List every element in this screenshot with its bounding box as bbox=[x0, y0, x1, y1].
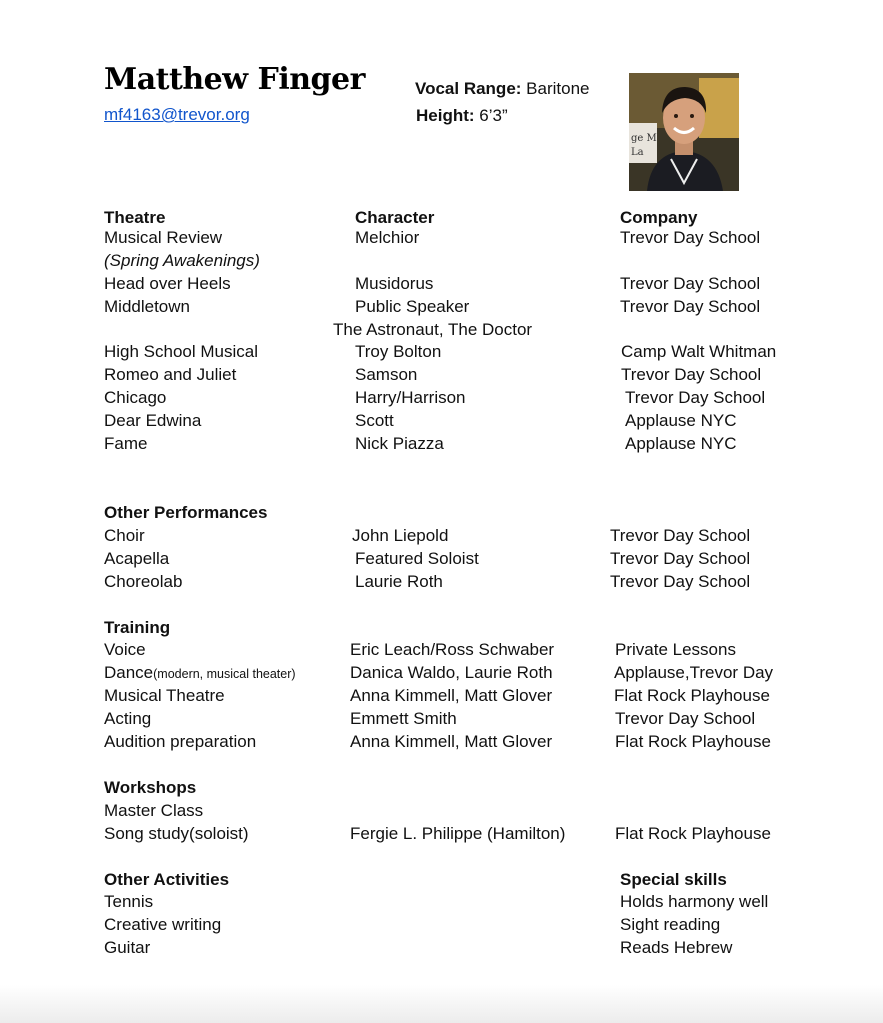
page-bottom-edge bbox=[0, 985, 883, 1023]
activity: Acapella bbox=[104, 549, 170, 568]
location: Flat Rock Playhouse bbox=[615, 824, 771, 843]
location: Flat Rock Playhouse bbox=[615, 732, 771, 751]
company: Trevor Day School bbox=[620, 274, 761, 293]
theatre-heading: Theatre bbox=[104, 208, 166, 227]
show-title: Dear Edwina bbox=[104, 411, 202, 430]
teacher: Danica Waldo, Laurie Roth bbox=[350, 663, 553, 682]
other-performances-heading: Other Performances bbox=[104, 503, 268, 522]
show-title: Musical Review bbox=[104, 228, 223, 247]
character: Troy Bolton bbox=[355, 342, 442, 361]
show-title: Chicago bbox=[104, 388, 167, 407]
vocal-range-label: Vocal Range: bbox=[415, 79, 522, 98]
company: Trevor Day School bbox=[620, 228, 761, 247]
discipline: Audition preparation bbox=[104, 732, 257, 751]
svg-text:ge M: ge M bbox=[631, 133, 657, 144]
discipline: Acting bbox=[104, 709, 152, 728]
company-heading: Company bbox=[620, 208, 698, 227]
character: Harry/Harrison bbox=[355, 388, 466, 407]
location: Trevor Day School bbox=[615, 709, 756, 728]
teacher: Anna Kimmell, Matt Glover bbox=[350, 686, 553, 705]
activity: Choir bbox=[104, 526, 145, 545]
show-subtitle: (Spring Awakenings) bbox=[104, 251, 260, 270]
discipline bbox=[104, 663, 296, 684]
discipline: Musical Theatre bbox=[104, 686, 225, 705]
character: Public Speaker bbox=[355, 297, 470, 316]
show-title: Head over Heels bbox=[104, 274, 231, 293]
training-heading: Training bbox=[104, 618, 171, 637]
character-heading: Character bbox=[355, 208, 435, 227]
vocal-range-value: Baritone bbox=[526, 79, 590, 98]
list-item: Holds harmony well bbox=[620, 892, 769, 911]
resume-name: Matthew Finger bbox=[104, 62, 365, 97]
special-skills-heading: Special skills bbox=[620, 870, 727, 889]
list-item: Tennis bbox=[104, 892, 154, 911]
headshot-photo bbox=[629, 73, 739, 191]
svg-text:La: La bbox=[631, 147, 644, 158]
teacher: Emmett Smith bbox=[350, 709, 457, 728]
company: Trevor Day School bbox=[620, 297, 761, 316]
workshop: Song study(soloist) bbox=[104, 824, 249, 843]
activity: Choreolab bbox=[104, 572, 183, 591]
company: Trevor Day School bbox=[621, 365, 762, 384]
character: Melchior bbox=[355, 228, 420, 247]
character: Nick Piazza bbox=[355, 434, 444, 453]
list-item: Creative writing bbox=[104, 915, 222, 934]
company: Trevor Day School bbox=[610, 526, 751, 545]
discipline-note: (modern, musical theater) bbox=[153, 667, 296, 681]
company: Camp Walt Whitman bbox=[621, 342, 777, 361]
company: Trevor Day School bbox=[625, 388, 766, 407]
show-title: Middletown bbox=[104, 297, 190, 316]
company: Applause NYC bbox=[625, 434, 737, 453]
company: Trevor Day School bbox=[610, 572, 751, 591]
vocal-range bbox=[415, 79, 590, 99]
director: John Liepold bbox=[352, 526, 449, 545]
list-item: Guitar bbox=[104, 938, 151, 957]
show-title: High School Musical bbox=[104, 342, 259, 361]
workshops-heading: Workshops bbox=[104, 778, 197, 797]
location: Private Lessons bbox=[615, 640, 736, 659]
location: Applause,Trevor Day bbox=[614, 663, 774, 682]
height bbox=[416, 106, 508, 126]
list-item: Sight reading bbox=[620, 915, 721, 934]
list-item: Reads Hebrew bbox=[620, 938, 733, 957]
location: Flat Rock Playhouse bbox=[614, 686, 770, 705]
character: Samson bbox=[355, 365, 418, 384]
director: Featured Soloist bbox=[355, 549, 479, 568]
workshop: Master Class bbox=[104, 801, 204, 820]
show-title: Fame bbox=[104, 434, 148, 453]
character: The Astronaut, The Doctor bbox=[333, 320, 533, 339]
teacher: Eric Leach/Ross Schwaber bbox=[350, 640, 555, 659]
other-activities-heading: Other Activities bbox=[104, 870, 230, 889]
director: Laurie Roth bbox=[355, 572, 443, 591]
company: Trevor Day School bbox=[610, 549, 751, 568]
company: Applause NYC bbox=[625, 411, 737, 430]
discipline-name: Dance bbox=[104, 663, 154, 682]
email-link[interactable]: mf4163@trevor.org bbox=[104, 105, 250, 124]
teacher: Fergie L. Philippe (Hamilton) bbox=[350, 824, 566, 843]
character: Scott bbox=[355, 411, 394, 430]
height-label: Height: bbox=[416, 106, 475, 125]
character: Musidorus bbox=[355, 274, 434, 293]
teacher: Anna Kimmell, Matt Glover bbox=[350, 732, 553, 751]
discipline: Voice bbox=[104, 640, 146, 659]
height-value: 6’3” bbox=[479, 106, 508, 125]
show-title: Romeo and Juliet bbox=[104, 365, 237, 384]
